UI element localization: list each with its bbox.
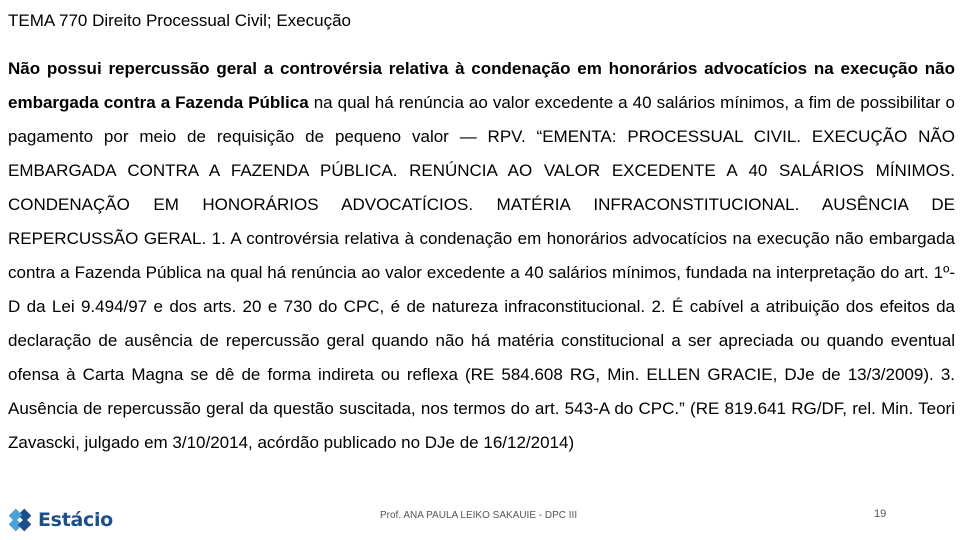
estacio-logo [6,506,113,534]
footer-credit: Prof. ANA PAULA LEIKO SAKAUIE - DPC III [380,510,578,521]
slide-title: TEMA 770 Direito Processual Civil; Execução [8,11,351,30]
body-lead-bold: Não possui repercussão geral a controvérsia relativa à condenação em honorários advocatícios na execução não embargada contra a Fazenda Pública [8,59,955,112]
estacio-logo-icon [6,506,34,534]
body-continuation: na qual há renúncia ao valor excedente a 40 salários mínimos, a fim de possibilitar o pagamento por meio de requisição de pequeno valor — RPV. “EMENTA: PROCESSUAL CIVIL. EXECUÇÃO NÃO EMBARGADA CONTRA A FAZENDA PÚBLICA. RENÚNCIA AO VALOR EXCEDENTE A 40 SALÁRIOS MÍNIMOS. CONDENAÇÃO EM HONORÁRIOS ADVOCATÍCIOS. MATÉRIA INFRACONSTITUCIONAL. AUSÊNCIA DE REPERCUSSÃO GERAL. 1. A controvérsia relativa à condenação em honorários advocatícios na execução não embargada contra a Fazenda Pública na qual há renúncia ao valor excedente a 40 salários mínimos, fundada na interpretação do art. 1º-D da Lei 9.494/97 e dos arts. 20 e 730 do CPC, é de natureza infraconstitucional. 2. É cabível a atribuição dos efeitos da declaração de ausência de repercussão geral quando não há matéria constitucional a ser apreciada ou quando eventual ofensa à Carta Magna se dê de forma indireta ou reflexa (RE 584.608 RG, Min. ELLEN GRACIE, DJe de 13/3/2009). 3. Ausência de repercussão geral da questão suscitada, nos termos do art. 543-A do CPC.” (RE 819.641 RG/DF, rel. Min. Teori Zavascki, julgado em 3/10/2014, acórdão publicado no DJe de 16/12/2014) [8,93,956,452]
slide-body-text [8,52,955,460]
estacio-logo-text: Estácio [38,509,113,531]
page-number: 19 [874,508,887,520]
